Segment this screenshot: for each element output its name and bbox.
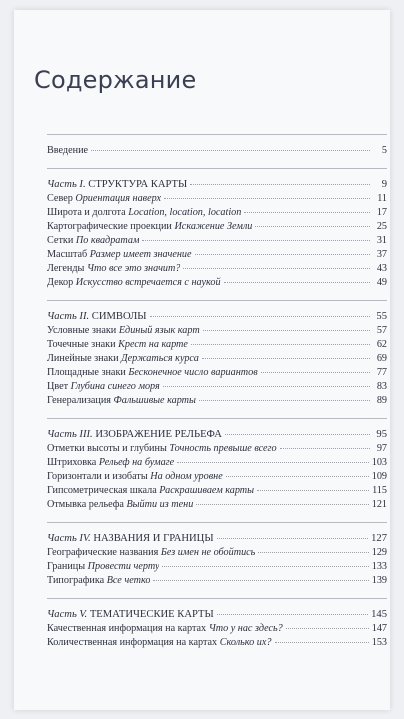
entry-subtitle: Бесконечное число вариантов — [128, 367, 258, 378]
toc-page-number: 97 — [376, 443, 387, 454]
toc-entry — [47, 263, 387, 277]
toc-entry-label — [47, 207, 241, 218]
entry-topic: Границы — [47, 561, 86, 572]
toc-part-heading — [47, 429, 387, 443]
entry-topic: Широта и долгота — [47, 207, 126, 218]
toc-entry-label — [47, 623, 283, 634]
toc-entry-label — [47, 575, 150, 586]
toc-part-heading — [47, 179, 387, 193]
toc-entry-label — [47, 235, 139, 246]
part-prefix: Часть I. — [47, 179, 86, 190]
toc-entry — [47, 499, 387, 513]
toc-page-number: 25 — [376, 221, 387, 232]
part-name: СИМВОЛЫ — [91, 311, 147, 322]
entry-topic: Количественная информация на картах — [47, 637, 218, 648]
dot-leader — [183, 267, 370, 269]
entry-subtitle: Глубина синего моря — [70, 381, 160, 392]
entry-topic: Масштаб — [47, 249, 88, 260]
toc-parts — [47, 168, 387, 660]
toc-entry-label: Введение — [47, 145, 89, 156]
toc-page-number: 43 — [376, 263, 387, 274]
entry-topic: Качественная информация на картах — [47, 623, 207, 634]
part-title — [47, 533, 214, 544]
entry-topic: Типографика — [47, 575, 105, 586]
toc-page-number: 5 — [381, 145, 387, 156]
dot-leader — [202, 357, 370, 359]
entry-topic: Гипсометрическая шкала — [47, 485, 157, 496]
entry-subtitle: Искажение Земли — [174, 221, 253, 232]
toc-entry-label — [47, 395, 196, 406]
toc-entry — [47, 193, 387, 207]
entry-subtitle: Крест на карте — [118, 339, 188, 350]
toc-entry — [47, 277, 387, 291]
toc-entry — [47, 485, 387, 499]
dot-leader — [275, 641, 369, 643]
part-title — [47, 609, 214, 620]
dot-leader — [142, 239, 370, 241]
toc-page-number: 49 — [376, 277, 387, 288]
entry-topic: Площадные знаки — [47, 367, 126, 378]
dot-leader — [255, 225, 370, 227]
toc-page-number: 133 — [371, 561, 387, 572]
toc-entry — [47, 395, 387, 409]
dot-leader — [203, 329, 370, 331]
entry-subtitle: Все четко — [106, 575, 151, 586]
dot-leader — [150, 315, 370, 317]
dot-leader — [280, 447, 370, 449]
toc-page-number: 95 — [376, 429, 387, 440]
entry-topic: Легенды — [47, 263, 85, 274]
toc-entry-label — [47, 367, 258, 378]
part-title — [47, 311, 147, 322]
part-name: ТЕМАТИЧЕСКИЕ КАРТЫ — [89, 609, 214, 620]
entry-topic: Условные знаки — [47, 325, 117, 336]
toc-page-number: 57 — [376, 325, 387, 336]
entry-topic: Отметки высоты и глубины — [47, 443, 167, 454]
book-page — [14, 10, 390, 710]
entry-topic: Горизонтали и изобаты — [47, 471, 148, 482]
toc-entry-label — [47, 249, 192, 260]
entry-topic: Линейные знаки — [47, 353, 119, 364]
part-name: НАЗВАНИЯ И ГРАНИЦЫ — [93, 533, 214, 544]
toc-entry — [47, 381, 387, 395]
toc-entry — [47, 443, 387, 457]
toc-page-number: 129 — [371, 547, 387, 558]
toc-page-number: 121 — [371, 499, 387, 510]
toc-page-number: 11 — [377, 193, 387, 204]
entry-subtitle: Искусство встречается с наукой — [75, 277, 221, 288]
toc-entry — [47, 339, 387, 353]
table-of-contents — [47, 134, 387, 660]
entry-topic: Географические названия — [47, 547, 159, 558]
toc-part-heading — [47, 533, 387, 547]
toc-part-heading — [47, 609, 387, 623]
entry-topic: Генерализация — [47, 395, 111, 406]
toc-entry — [47, 249, 387, 263]
toc-page-number: 9 — [381, 179, 387, 190]
part-title — [47, 179, 187, 190]
page-title: Содержание — [34, 66, 197, 94]
toc-page-number: 83 — [376, 381, 387, 392]
entry-subtitle: Ориентация наверх — [75, 193, 162, 204]
toc-entry-label — [47, 381, 160, 392]
entry-subtitle: Раскрашиваем карты — [159, 485, 255, 496]
toc-entry — [47, 547, 387, 561]
toc-page-number: 77 — [376, 367, 387, 378]
toc-page-number: 127 — [371, 533, 387, 544]
entry-topic: Декор — [47, 277, 74, 288]
dot-leader — [217, 537, 369, 539]
toc-entry-label — [47, 339, 188, 350]
part-name: ИЗОБРАЖЕНИЕ РЕЛЬЕФА — [95, 429, 222, 440]
toc-entry-label — [47, 637, 272, 648]
toc-entry-label — [47, 499, 193, 510]
dot-leader — [217, 613, 368, 615]
toc-entry — [47, 353, 387, 367]
entry-subtitle: Что у нас здесь? — [208, 623, 283, 634]
toc-entry-intro — [47, 145, 387, 159]
dot-leader — [261, 371, 370, 373]
part-prefix: Часть IV. — [47, 533, 91, 544]
entry-subtitle: По квадратам — [75, 235, 140, 246]
dot-leader — [196, 503, 368, 505]
toc-entry — [47, 471, 387, 485]
entry-subtitle: Рельеф на бумаге — [98, 457, 175, 468]
entry-subtitle: На одном уровне — [150, 471, 223, 482]
dot-leader — [164, 197, 370, 199]
part-prefix: Часть V. — [47, 609, 88, 620]
dot-leader — [258, 551, 368, 553]
toc-entry — [47, 325, 387, 339]
toc-entry-label — [47, 353, 199, 364]
toc-entry — [47, 235, 387, 249]
entry-topic: Штриховка — [47, 457, 97, 468]
entry-subtitle: Выйти из тени — [126, 499, 194, 510]
toc-entry-label — [47, 457, 174, 468]
toc-entry-label — [47, 471, 223, 482]
entry-topic: Точечные знаки — [47, 339, 116, 350]
toc-page-number: 89 — [376, 395, 387, 406]
toc-entry-label — [47, 325, 200, 336]
toc-page-number: 62 — [376, 339, 387, 350]
entry-topic: Север — [47, 193, 73, 204]
toc-entry — [47, 637, 387, 651]
toc-entry-label — [47, 561, 159, 572]
toc-entry-label — [47, 485, 254, 496]
toc-part-heading — [47, 311, 387, 325]
toc-entry — [47, 221, 387, 235]
toc-page-number: 37 — [376, 249, 387, 260]
dot-leader — [162, 565, 368, 567]
toc-entry-label — [47, 277, 221, 288]
toc-entry — [47, 623, 387, 637]
toc-entry — [47, 561, 387, 575]
entry-subtitle: Единый язык карт — [118, 325, 200, 336]
toc-entry — [47, 457, 387, 471]
toc-entry — [47, 575, 387, 589]
dot-leader — [226, 475, 369, 477]
toc-page-number: 69 — [376, 353, 387, 364]
dot-leader — [225, 433, 370, 435]
toc-entry-label — [47, 263, 180, 274]
toc-entry — [47, 367, 387, 381]
entry-topic: Отмывка рельефа — [47, 499, 124, 510]
dot-leader — [177, 461, 369, 463]
toc-page-number: 147 — [371, 623, 387, 634]
dot-leader — [224, 281, 370, 283]
toc-page-number: 139 — [371, 575, 387, 586]
toc-entry — [47, 207, 387, 221]
toc-page-number: 31 — [376, 235, 387, 246]
entry-subtitle: Размер имеет значение — [89, 249, 192, 260]
entry-topic: Цвет — [47, 381, 69, 392]
entry-subtitle: Location, location, location — [128, 207, 242, 218]
toc-page-number: 17 — [376, 207, 387, 218]
entry-subtitle: Провести черту — [87, 561, 160, 572]
entry-subtitle: Без имен не обойтись — [160, 547, 256, 558]
part-title — [47, 429, 222, 440]
toc-page-number: 109 — [371, 471, 387, 482]
entry-subtitle: Точность превыше всего — [169, 443, 277, 454]
entry-subtitle: Фальшивые карты — [113, 395, 196, 406]
toc-page-number: 103 — [371, 457, 387, 468]
entry-subtitle: Сколько их? — [219, 637, 272, 648]
toc-page-number: 115 — [372, 485, 387, 496]
entry-subtitle: Держаться курса — [121, 353, 199, 364]
toc-page-number: 153 — [371, 637, 387, 648]
entry-subtitle: Что все это значит? — [86, 263, 181, 274]
dot-leader — [163, 385, 370, 387]
dot-leader — [257, 489, 369, 491]
dot-leader — [199, 399, 370, 401]
part-prefix: Часть II. — [47, 311, 90, 322]
dot-leader — [191, 343, 370, 345]
dot-leader — [195, 253, 370, 255]
dot-leader — [190, 183, 370, 185]
dot-leader — [286, 627, 369, 629]
dot-leader — [153, 579, 368, 581]
toc-entry-label — [47, 221, 252, 232]
entry-topic: Сетки — [47, 235, 74, 246]
part-name: СТРУКТУРА КАРТЫ — [88, 179, 188, 190]
toc-entry-label — [47, 193, 161, 204]
toc-page-number: 145 — [371, 609, 387, 620]
toc-entry-label — [47, 443, 277, 454]
dot-leader — [91, 149, 370, 151]
toc-entry-label — [47, 547, 255, 558]
entry-topic: Картографические проекции — [47, 221, 172, 232]
part-prefix: Часть III. — [47, 429, 93, 440]
dot-leader — [244, 211, 370, 213]
toc-page-number: 55 — [376, 311, 387, 322]
